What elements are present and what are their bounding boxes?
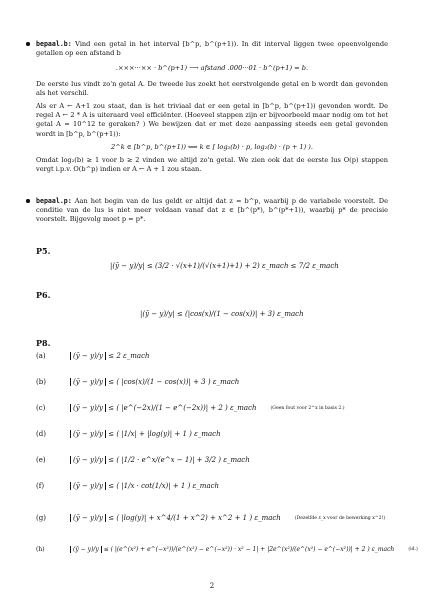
p8-note: (Dezelfde ε_x voor de bewerking x^2!) [294, 515, 386, 521]
p8-note: (Geen fout voor 2^x in basis 2.) [270, 405, 345, 411]
p8-note: (id.) [408, 547, 418, 552]
p8-equation: (ȳ − y)/y ≤ ( |e^(−2x)/(1 − e^(−2x))| + 2 ) ε_mach (Geen fout voor 2^x in basis 2.) [70, 404, 345, 412]
bullet-bepaal-b [36, 40, 388, 174]
p8-label: (c) [36, 404, 46, 412]
p8-equation: (ȳ − y)/y ≤ 2 ε_mach [70, 352, 150, 360]
p8-label: (b) [36, 378, 46, 386]
p8-label: (h) [36, 546, 45, 553]
p8-equation: (ȳ − y)/y ≤ ( |1/x| + |log(y)| + 1 ) ε_mach [70, 430, 221, 438]
p8-label: (a) [36, 352, 46, 360]
p5-rhs: (3/2 · √(x+1)/(√(x+1)+1) + 2) ε_mach ≤ 7/2 ε_mach [155, 262, 339, 270]
bepaal-p-label: bepaal.p: [36, 197, 72, 205]
bepaal-b-intro [36, 40, 388, 58]
bepaal-b-para4: Omdat log₂(b) ≥ 1 voor b ≥ 2 vinden we altijd zo'n getal. We zien ook dat de eerste lus O(p) stappen vergt i.p.v. O(b^p) indien er A ← A + 1 zou staan. [36, 156, 388, 174]
bepaal-b-label: bepaal.b: [36, 40, 72, 48]
p5-lhs: |(ȳ − y)/y| ≤ [110, 262, 153, 270]
bullet-dot [26, 199, 30, 203]
p8-equation: (ȳ − y)/y ≤ ( |cos(x)/(1 − cos(x))| + 3 ) ε_mach [70, 378, 239, 386]
heading-p5: P5. [36, 246, 51, 256]
bepaal-b-para2: De eerste lus vindt zo'n getal A. De tweede lus zoekt het eerstvolgende getal en b wordt dan gevonden als het verschil. [36, 79, 388, 97]
p5-equation [110, 262, 339, 270]
p8-label: (g) [36, 514, 46, 522]
p6-rhs: (|cos(x)/(1 − cos(x))| + 3) ε_mach [185, 310, 304, 318]
p8-equation: (ȳ − y)/y ≤ ( |1/2 · e^x/(e^x − 1)| + 3/2 ) ε_mach [70, 456, 250, 464]
heading-p6: P6. [36, 290, 51, 300]
p6-lhs: |(ȳ − y)/y| ≤ [140, 310, 183, 318]
bepaal-b-equation: .×××···×× · b^(p+1) ⟶ afstand .000···01 · b^(p+1) = b. [115, 64, 309, 73]
bullet-dot [26, 42, 30, 46]
heading-p8: P8. [36, 338, 51, 348]
p6-equation [140, 310, 304, 318]
p8-equation: (ȳ − y)/y ≤ ( |log(y)| + x^4/(1 + x^2) + x^2 + 1 ) ε_mach (Dezelfde ε_x voor de bewerking x^2!) [70, 514, 385, 522]
bepaal-b-para1: Vind een getal in het interval [b^p, b^(p+1)). In dit interval liggen twee opeenvolgende getallen op een afstand b [36, 40, 388, 58]
p8-label: (e) [36, 456, 46, 464]
bepaal-p-para: Aan het begin van de lus geldt er altijd dat z = b^p, waarbij p de variabele voorstelt. De conditie van de lus is niet meer voldaan vanaf dat z ∈ [b^(p*), b^(p*+1)), waarbij p* de precisie voorstelt. Bijgevolg moet p = p*. [36, 197, 388, 224]
p8-equation: (ȳ − y)/y ≤ ( |(e^(x²) + e^(−x²))/(e^(x²) − e^(−x²)) · x² − 1| + |2e^(x²)/(e^(x²) − e^(−x²))| + 2 ) ε_mach (id.) [70, 546, 418, 553]
page-number: 2 [209, 582, 215, 590]
p8-label: (f) [36, 482, 45, 490]
p8-label: (d) [36, 430, 46, 438]
bepaal-b-equation2: 2^k ∈ [b^p, b^(p+1)) ⟺ k ∈ [ log₂(b) · p, log₂(b) · (p + 1) ). [111, 142, 313, 151]
p8-equation: (ȳ − y)/y ≤ ( |1/x · cot(1/x)| + 1 ) ε_mach [70, 482, 219, 490]
bullet-bepaal-p [36, 197, 388, 225]
bepaal-b-para3: Als er A ← A+1 zou staat, dan is het triviaal dat er een getal in [b^p, b^(p+1)) gevonden wordt. De regel A ← 2 * A is uiteraard veel efficiënter. (Hoeveel stappen zijn er bijvoorbeeld maar nodig om tot het getal A = 10^12 te geraken? ) We bewijzen dat er met deze aanpassing steeds een getal gevonden wordt in [b^p, b^(p+1)): [36, 102, 388, 138]
